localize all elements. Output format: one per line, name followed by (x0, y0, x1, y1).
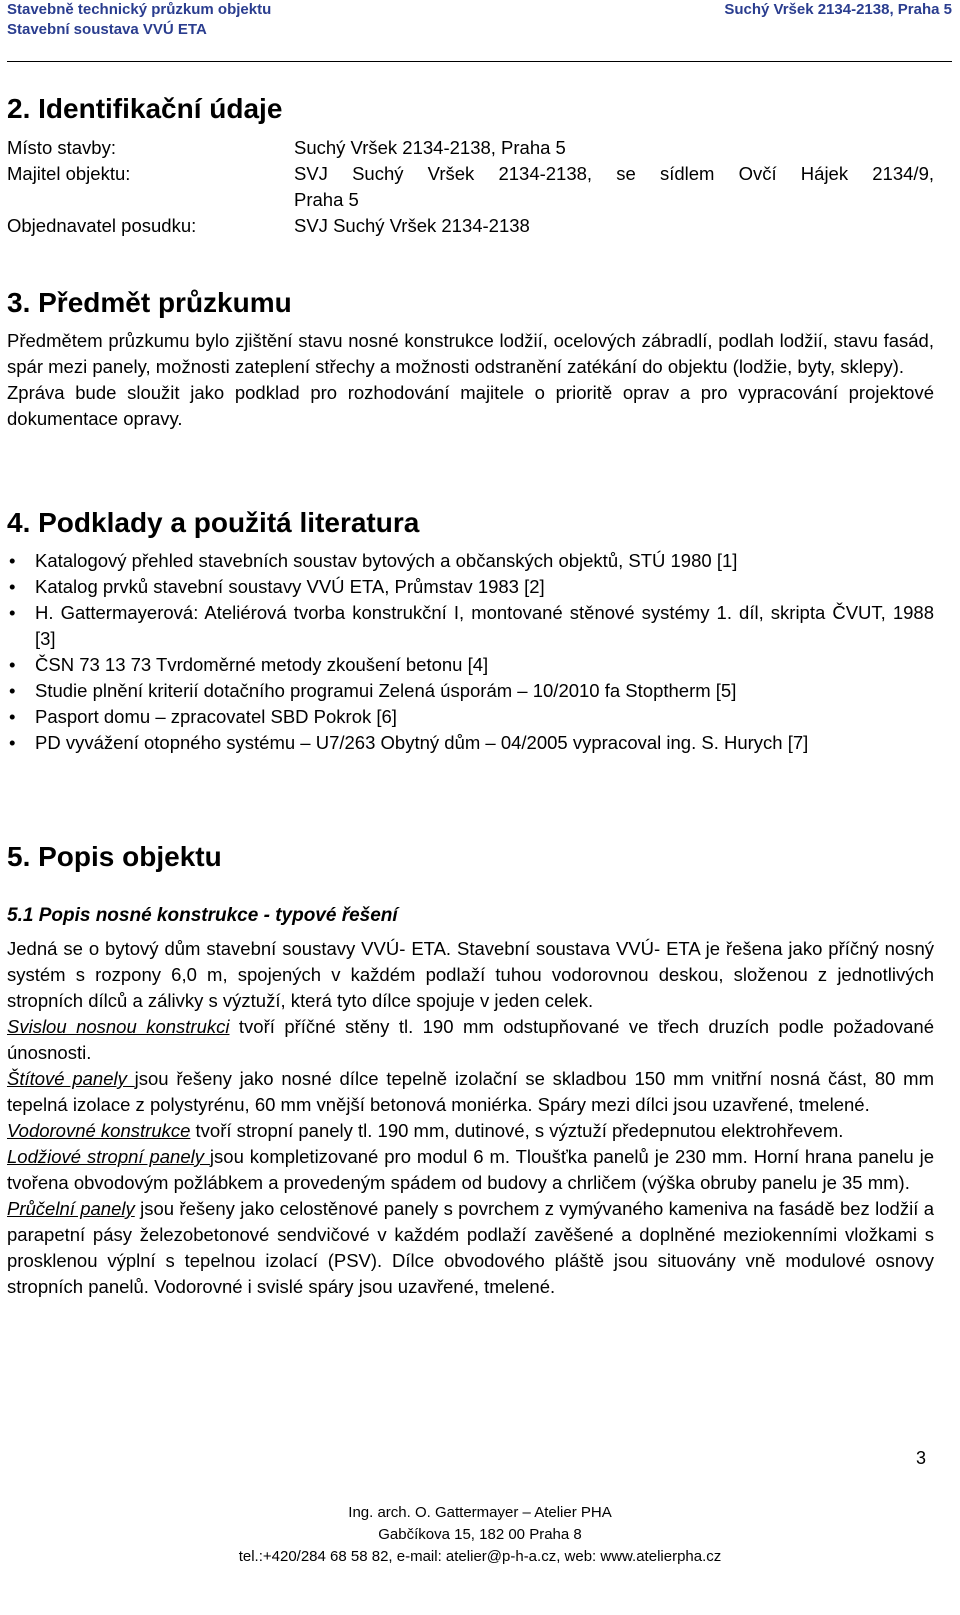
section-3-title: 3. Předmět průzkumu (7, 287, 292, 318)
term-text: tvoří příčné stěny tl. 190 mm odstupňované ve třech druzích podle požadované únosnosti. (7, 1016, 934, 1063)
id-key: Objednavatel posudku: (7, 215, 197, 236)
header-divider (7, 61, 952, 62)
id-value-cont: Praha 5 (294, 189, 359, 210)
list-item: • Pasport domu – zpracovatel SBD Pokrok [6] (7, 704, 934, 730)
paragraph (7, 1014, 934, 1066)
footer-author: Ing. arch. O. Gattermayer – Atelier PHA (348, 1504, 612, 1521)
id-value: SVJ Suchý Vršek 2134-2138 (294, 215, 530, 236)
term-text: tvoří stropní panely tl. 190 mm, dutinové, s výztuží předepnutou elektrohřevem. (190, 1120, 844, 1141)
section-2-title: 2. Identifikační údaje (7, 93, 283, 124)
paragraph (7, 1066, 934, 1118)
footer-contact: tel.:+420/284 68 58 82, e-mail: atelier@p-h-a.cz, web: www.atelierpha.cz (238, 1548, 722, 1565)
term: Vodorovné konstrukce (7, 1120, 191, 1141)
subsection-title: 5.1 Popis nosné konstrukce - typové řešení (7, 905, 398, 926)
list-item: • Katalogový přehled stavebních soustav bytových a občanských objektů, STÚ 1980 [1] (7, 548, 934, 574)
paragraph: Zpráva bude sloužit jako podklad pro rozhodování majitele o prioritě oprav a pro vypracování projektové dokumentace opravy. (7, 382, 934, 429)
section-4-title: 4. Podklady a použitá literatura (7, 507, 420, 538)
section-5-body (7, 936, 934, 1300)
term: Lodžiové stropní panely (7, 1146, 210, 1167)
identification-table (7, 135, 934, 239)
header-doc-title: Stavebně technický průzkum objektu (7, 1, 272, 18)
list-item: • ČSN 73 13 73 Tvrdoměrné metody zkoušení betonu [4] (7, 652, 934, 678)
list-item: • H. Gattermayerová: Ateliérová tvorba konstrukční I, montované stěnové systémy 1. díl, skripta ČVUT, 1988 [3] (7, 600, 934, 652)
id-key: Majitel objektu: (7, 163, 131, 184)
term: Průčelní panely (7, 1198, 135, 1219)
term: Svislou nosnou konstrukci (7, 1016, 230, 1037)
page-footer (0, 1502, 960, 1568)
list-item: • Katalog prvků stavební soustavy VVÚ ETA, Průmstav 1983 [2] (7, 574, 934, 600)
paragraph: Předmětem průzkumu bylo zjištění stavu nosné konstrukce lodžií, ocelových zábradlí, podlah lodžií, stavu fasád, spár mezi panely, možnosti zateplení střechy a možnosti odstranění zatékání do objektu (lodžie, byty, sklepy). (7, 330, 934, 377)
section-3-body (7, 328, 934, 432)
paragraph (7, 1196, 934, 1300)
term-text: jsou řešeny jako celostěnové panely s povrchem z vymývaného kameniva na fasádě bez lodžií a parapetní pásy železobetonové sendvičové v každém podlaží zavěšené a doplněné meziokenními vložkami s prosklenou výplní s tepelnou izolací (PSV). Dílce obvodového pláště jsou situovány vně modulové osnovy stropních panelů. Vodorovné i svislé spáry jsou uzavřené, tmelené. (7, 1198, 934, 1297)
list-item: • Studie plnění kriterií dotačního programui Zelená úsporám – 10/2010 fa Stoptherm [5] (7, 678, 934, 704)
id-value: SVJ Suchý Vršek 2134-2138, se sídlem Ovčí Hájek 2134/9, (294, 163, 934, 184)
header-system: Stavební soustava VVÚ ETA (7, 21, 207, 38)
page-header (7, 0, 952, 44)
header-address: Suchý Vršek 2134-2138, Praha 5 (724, 1, 952, 18)
page-number: 3 (915, 1448, 926, 1468)
footer-address: Gabčíkova 15, 182 00 Praha 8 (378, 1526, 582, 1543)
literature-list (7, 548, 934, 756)
id-row-owner (7, 161, 934, 213)
list-item: • PD vyvážení otopného systému – U7/263 Obytný dům – 04/2005 vypracoval ing. S. Hurych [7] (7, 730, 934, 756)
term-text: jsou kompletizované pro modul 6 m. Tloušťka panelů je 230 mm. Horní hrana panelu je tvořena obvodovým požlábkem a provedeným spádem od budovy a chrličem (výška obruby panelu je 35 mm). (7, 1146, 935, 1193)
term: Štítové panely (7, 1068, 135, 1089)
id-row-client (7, 213, 934, 239)
paragraph: Jedná se o bytový dům stavební soustavy VVÚ- ETA. Stavební soustava VVÚ- ETA je řešena jako příčný nosný systém s rozpony 6,0 m, spojených v každém podlaží tuhou vodorovnou deskou, složenou z jednotlivých stropních dílců a zálivky s výztuží, která tyto dílce spojuje v jeden celek. (7, 938, 934, 1011)
id-value: Suchý Vršek 2134-2138, Praha 5 (294, 137, 566, 158)
id-row-site (7, 135, 934, 161)
id-key: Místo stavby: (7, 137, 116, 158)
term-text: jsou řešeny jako nosné dílce tepelně izolační se skladbou 150 mm vnitřní nosná část, 80 mm tepelná izolace z polystyrénu, 60 mm vnější betonová moniérka. Spáry mezi dílci jsou uzavřené, tmelené. (7, 1068, 934, 1115)
paragraph (7, 1118, 934, 1144)
section-5-title: 5. Popis objektu (7, 841, 222, 872)
header-left (7, 0, 271, 40)
paragraph (7, 1144, 934, 1196)
